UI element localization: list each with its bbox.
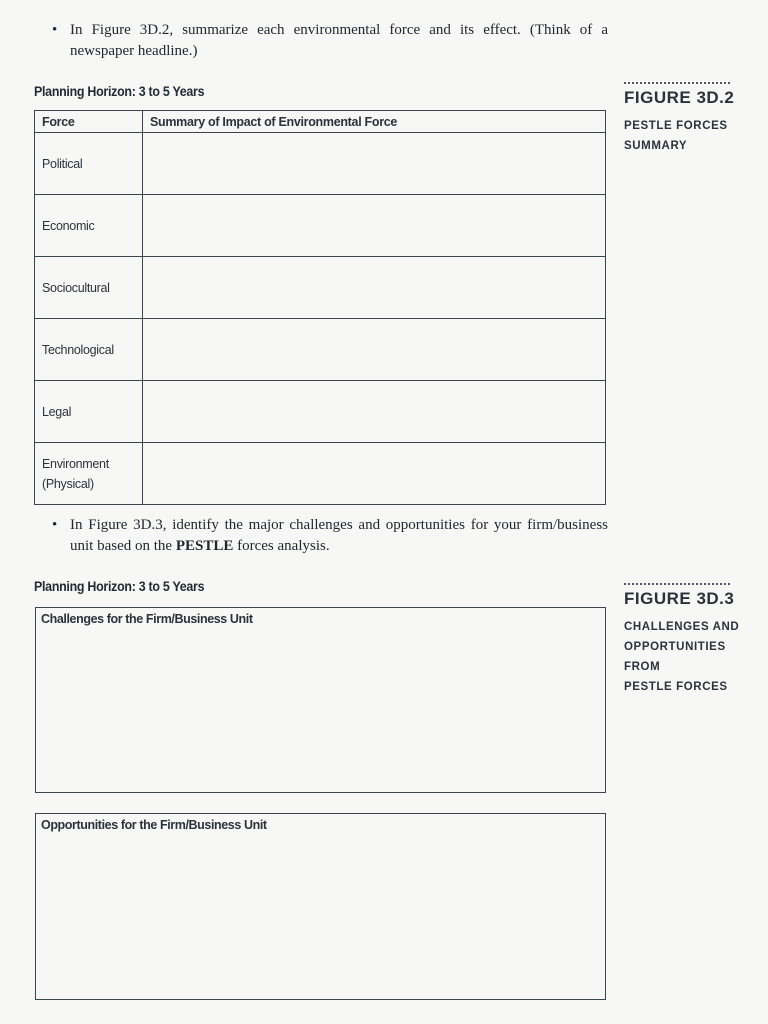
column-header-summary: Summary of Impact of Environmental Force — [143, 111, 606, 133]
caption-line: CHALLENGES AND — [624, 621, 740, 633]
instruction-text — [70, 515, 608, 557]
dotted-divider — [624, 82, 730, 84]
opportunities-box[interactable] — [35, 813, 606, 1000]
caption-line: OPPORTUNITIES FROM — [624, 641, 726, 673]
pestle-forces-table — [34, 110, 606, 505]
table-row — [35, 319, 606, 381]
figure-3d3-sidebar — [624, 583, 764, 697]
figure-number: FIGURE 3D.2 — [624, 88, 735, 107]
dotted-divider — [624, 583, 730, 585]
table-row — [35, 195, 606, 257]
planning-horizon-heading: Planning Horizon: 3 to 5 Years — [34, 579, 205, 594]
caption-line: PESTLE FORCES — [624, 681, 728, 693]
instruction-text-part: In Figure 3D.3, identify the major challenges and opportunities for your firm/business unit based on the — [70, 517, 608, 554]
force-cell: Economic — [35, 195, 143, 257]
instruction-figure-3d3 — [52, 515, 608, 557]
challenges-label: Challenges for the Firm/Business Unit — [41, 612, 253, 626]
column-header-force: Force — [35, 111, 143, 133]
instruction-text-part: forces analysis. — [233, 538, 330, 554]
summary-cell[interactable] — [143, 319, 606, 381]
force-cell: Legal — [35, 381, 143, 443]
planning-horizon-heading: Planning Horizon: 3 to 5 Years — [34, 84, 205, 99]
instruction-emphasis: PESTLE — [175, 538, 234, 554]
caption-line: SUMMARY — [624, 140, 688, 152]
figure-caption — [624, 617, 764, 697]
table-row — [35, 257, 606, 319]
summary-cell[interactable] — [143, 257, 606, 319]
summary-cell[interactable] — [143, 195, 606, 257]
summary-cell[interactable] — [143, 381, 606, 443]
figure-3d2-sidebar — [624, 82, 764, 156]
table-row — [35, 133, 606, 195]
table-row — [35, 381, 606, 443]
table-row — [35, 443, 606, 505]
table-header-row — [35, 111, 606, 133]
challenges-box[interactable] — [35, 607, 606, 793]
opportunities-label: Opportunities for the Firm/Business Unit — [41, 818, 267, 832]
figure-number: FIGURE 3D.3 — [624, 589, 735, 608]
force-cell: Sociocultural — [35, 257, 143, 319]
force-cell: Political — [35, 133, 143, 195]
caption-line: PESTLE FORCES — [624, 120, 728, 132]
force-cell: Technological — [35, 319, 143, 381]
instruction-figure-3d2 — [52, 20, 608, 62]
summary-cell[interactable] — [143, 443, 606, 505]
instruction-text: In Figure 3D.2, summarize each environmental force and its effect. (Think of a newspaper headline.) — [70, 22, 608, 59]
summary-cell[interactable] — [143, 133, 606, 195]
force-cell: Environment (Physical) — [35, 443, 143, 505]
bullet-icon: • — [52, 517, 58, 533]
bullet-icon: • — [52, 22, 58, 38]
figure-caption — [624, 116, 764, 156]
